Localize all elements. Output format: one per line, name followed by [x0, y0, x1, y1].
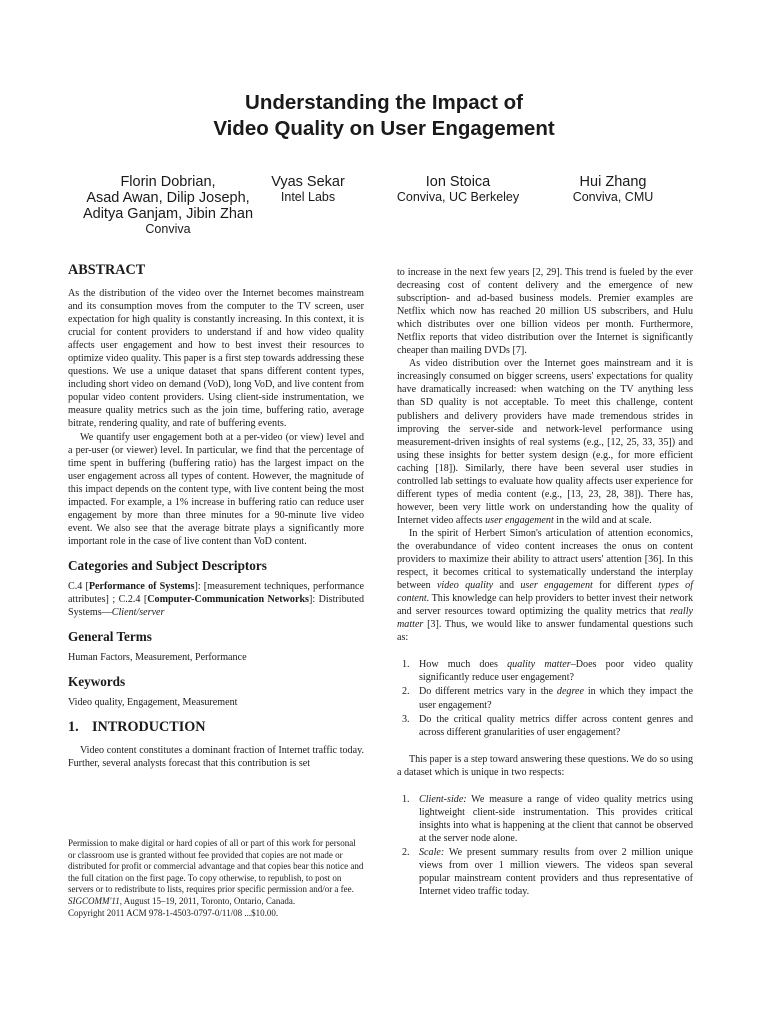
author-name: Hui Zhang	[579, 174, 647, 190]
keywords-text: Video quality, Engagement, Measurement	[68, 697, 238, 709]
dataset-list	[397, 793, 693, 898]
author-block-sekar	[248, 174, 368, 205]
right-column	[397, 266, 693, 906]
keywords-heading: Keywords	[68, 674, 126, 690]
paper-title	[0, 90, 768, 142]
general-terms-heading: General Terms	[68, 629, 152, 645]
author-affiliation: Conviva, CMU	[572, 190, 654, 204]
abstract-heading: ABSTRACT	[68, 262, 146, 278]
author-block-zhang	[548, 174, 678, 205]
abstract-paragraph-2: We quantify user engagement both at a per-video (or view) level and a per-user (or viewer) level. In particular, we find that the percentage of time spent in buffering (buffering ratio) has the largest impact on the user engagement across all types of content. However, the magnitude of this impact depends on the content type, with live content being the most impacted. For example, a 1% increase in buffering ratio can reduce user engagement by more than three minutes for a 90-minute live video event. We also see that the average bitrate plays a significantly more important role in the case of live content than VoD content.	[68, 431, 364, 547]
venue-line: SIGCOMM'11, August 15–19, 2011, Toronto, Ontario, Canada.	[68, 895, 296, 906]
permission-notice	[68, 838, 364, 919]
copyright-line: Copyright 2011 ACM 978-1-4503-0797-0/11/08 ...$10.00.	[68, 907, 279, 918]
intro-paragraph-2: As video distribution over the Internet goes mainstream and it is increasingly consumed on bigger screens, users' expectations for quality have dramatically increased: when watching on the TV anything less than SD quality is not acceptable. To meet this challenge, content publishers and delivery providers have made tremendous strides in improving the server-side and network-level performance using measurement-driven insights of real systems (e.g., [12, 25, 33, 35]) and using these insights for better system design (e.g., for more efficient caching [18]). Similarly, there have been several user studies in controlled lab settings to evaluate how quality affects user experience for different types of media content (e.g., [13, 23, 28, 38]). There has, however, been very little work on understanding how the quality of Internet video affects user engagement in the wild and at scale.	[397, 358, 693, 526]
author-names-line-3: Aditya Ganjam, Jibin Zhan	[82, 206, 254, 222]
intro-paragraph-continued: to increase in the next few years [2, 29]. This trend is fueled by the ever decreasing cost of content delivery and the emergence of new subscription- and ad-based business models. Premier examples are Netflix which now has reached 20 million US subscribers, and Hulu which distributes over one billion videos per month. Furthermore, Netflix reports that video distribution over the Internet is significantly cheaper than mailing DVDs [7].	[397, 267, 693, 357]
introduction-paragraph-1: Video content constitutes a dominant fraction of Internet traffic today. Further, several analysts forecast that this contribution is set	[68, 745, 364, 770]
paper-title-line-1: Understanding the Impact of	[245, 91, 523, 114]
categories-heading: Categories and Subject Descriptors	[68, 557, 267, 573]
left-column	[68, 262, 364, 770]
author-names-line-2: Asad Awan, Dilip Joseph,	[86, 190, 250, 206]
author-name: Vyas Sekar	[271, 174, 345, 190]
paper-title-line-2: Video Quality on User Engagement	[213, 117, 555, 140]
author-block-conviva	[64, 174, 272, 237]
list-item: 2. Do different metrics vary in the degree in which they impact the user engagement?	[402, 686, 693, 711]
list-item: 2. Scale: We present summary results from over 2 million unique views from over 1 million viewers. The videos span several popular mainstream content providers and thus representative of Internet video traffic today.	[402, 846, 693, 898]
author-block-stoica	[380, 174, 536, 205]
author-affiliation: Intel Labs	[280, 190, 336, 204]
categories-text: C.4 [Performance of Systems]: [measurement techniques, performance attributes] ; C.2.4 [Computer-Communication Networks]: Distributed Systems—Client/server	[68, 580, 365, 619]
general-terms-text: Human Factors, Measurement, Performance	[68, 652, 247, 664]
author-affiliation: Conviva	[145, 222, 191, 236]
permission-text: Permission to make digital or hard copies of all or part of this work for personal or classroom use is granted without fee provided that copies are not made or distributed for profit or commercial advantage and that copies bear this notice and the full citation on the first page. To copy otherwise, to republish, to post on servers or to redistribute to lists, requires prior specific permission and/or a fee.	[68, 838, 364, 895]
list-item: 3. Do the critical quality metrics differ across content genres and across different granularities of user engagement?	[402, 713, 693, 738]
list-item: 1. Client-side: We measure a range of video quality metrics using lightweight client-side instrumentation. This provides critical insights into what is happening at the client that cannot be observed at the server node alone.	[402, 793, 693, 844]
author-names-line-1: Florin Dobrian,	[120, 174, 216, 190]
intro-paragraph-4: This paper is a step toward answering these questions. We do so using a dataset which is unique in two respects:	[397, 753, 693, 778]
introduction-heading: 1. INTRODUCTION	[68, 719, 206, 736]
abstract-paragraph-1: As the distribution of the video over the Internet becomes mainstream and its consumption moves from the computer to the TV screen, user expectation for high quality is constantly increasing. In this context, it is crucial for content providers to understand if and how video quality affects user engagement and how to best invest their resources to optimize video quality. This paper is a first step towards addressing these questions. We use a unique dataset that spans different content types, including short video on demand (VoD), long VoD, and live content from popular video content providers. Using client-side instrumentation, we measure quality metrics such as the join time, buffering ratio, average bitrate, rendering quality, and rate of buffering events.	[68, 288, 364, 430]
author-affiliation: Conviva, UC Berkeley	[396, 190, 520, 204]
author-name: Ion Stoica	[425, 174, 491, 190]
intro-paragraph-3: In the spirit of Herbert Simon's articulation of attention economics, the overabundance of video content increases the onus on content providers to maximize their ability to attract users' attention [36]. In this respect, it becomes critical to systematically understand the interplay between video quality and user engagement for different types of content. This knowledge can help providers to better invest their network and server resources toward optimizing the quality metrics that really matter [3]. Thus, we would like to answer fundamental questions such as:	[397, 527, 693, 644]
list-item: 1. How much does quality matter–Does poor video quality significantly reduce user engagement?	[402, 659, 693, 684]
question-list	[397, 658, 693, 738]
